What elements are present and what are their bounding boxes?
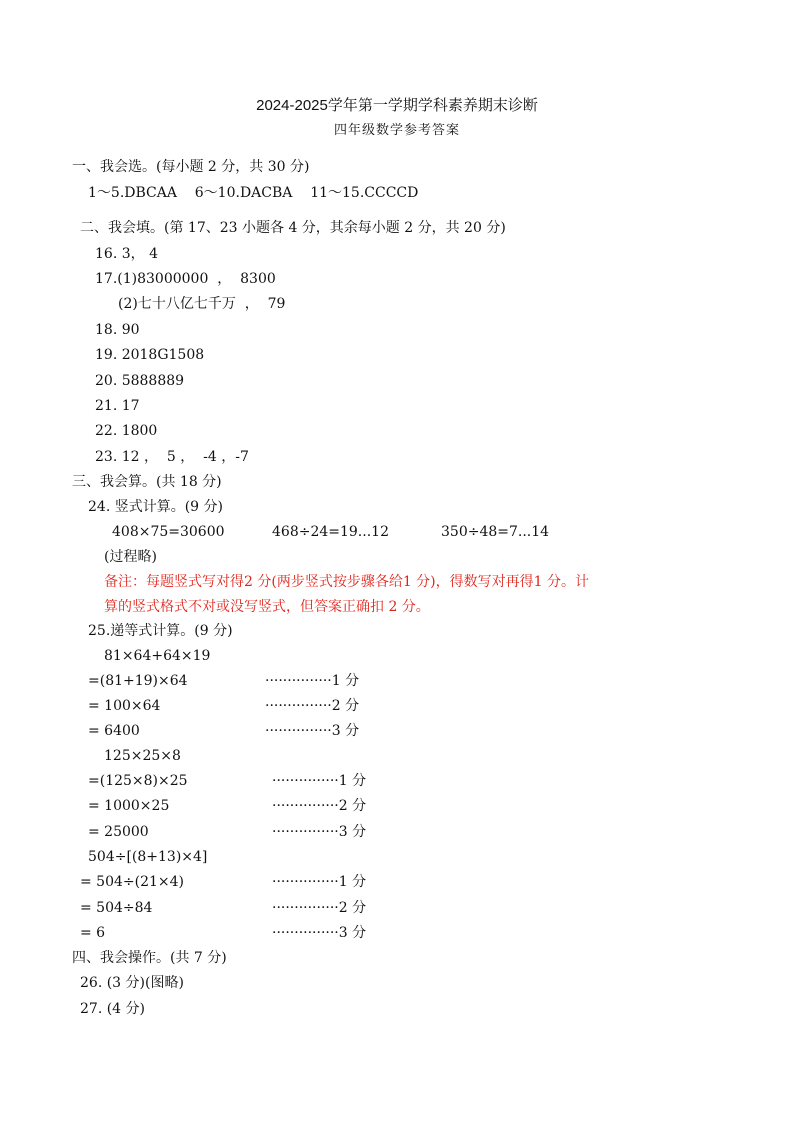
- q27-answer: 27. (4 分): [80, 1001, 145, 1017]
- q25-heading: 25.递等式计算。(9 分): [88, 623, 233, 639]
- p1-score-3: ···············3 分: [265, 723, 360, 739]
- q17-answer-b: (2)七十八亿七千万 ， 79: [118, 296, 286, 312]
- p1-step-3: = 6400: [88, 723, 140, 739]
- page-subtitle: 四年级数学参考答案: [333, 123, 460, 138]
- p1-step-2: = 100×64: [88, 698, 161, 714]
- q19-answer: 19. 2018G1508: [95, 347, 205, 363]
- section1-heading: 一、我会选。(每小题 2 分，共 30 分): [72, 159, 310, 175]
- p1-step-1: =(81+19)×64: [88, 673, 188, 689]
- p2-step-3: = 25000: [88, 824, 149, 840]
- p2-expression: 125×25×8: [104, 748, 181, 764]
- page-title: 2024-2025学年第一学期学科素养期末诊断: [256, 97, 538, 114]
- q22-answer: 22. 1800: [95, 423, 158, 439]
- p2-score-3: ···············3 分: [272, 824, 367, 840]
- q24-equation-3: 350÷48=7...14: [441, 524, 550, 540]
- p1-score-1: ···············1 分: [265, 673, 360, 689]
- p1-expression: 81×64+64×19: [104, 648, 211, 664]
- q23-answer: 23. 12 ， 5 ， -4 ，-7: [95, 449, 249, 465]
- p2-step-1: =(125×8)×25: [88, 773, 188, 789]
- q16-answer: 16. 3， 4: [95, 246, 158, 262]
- q24-heading: 24. 竖式计算。(9 分): [88, 499, 223, 515]
- p3-step-2: = 504÷84: [80, 900, 153, 916]
- q24-process-note: (过程略): [104, 549, 157, 565]
- p2-score-2: ···············2 分: [272, 798, 367, 814]
- q24-equation-2: 468÷24=19...12: [272, 524, 389, 540]
- section2-heading: 二、我会填。(第 17、23 小题各 4 分，其余每小题 2 分，共 20 分): [80, 220, 506, 236]
- section3-heading: 三、我会算。(共 18 分): [72, 474, 222, 490]
- p3-score-2: ···············2 分: [272, 900, 367, 916]
- q24-equation-1: 408×75=30600: [112, 524, 225, 540]
- p1-score-2: ···············2 分: [265, 698, 360, 714]
- section1-answers: 1～5.DBCAA 6～10.DACBA 11～15.CCCCD: [88, 185, 419, 201]
- p3-score-3: ···············3 分: [272, 925, 367, 941]
- p3-step-3: = 6: [80, 925, 106, 941]
- q17-answer-a: 17.(1)83000000 ， 8300: [95, 271, 276, 287]
- p2-step-2: = 1000×25: [88, 798, 170, 814]
- p3-step-1: = 504÷(21×4): [80, 874, 185, 890]
- q18-answer: 18. 90: [95, 322, 140, 338]
- q26-answer: 26. (3 分)(图略): [80, 975, 184, 991]
- q20-answer: 20. 5888889: [95, 373, 185, 389]
- section4-heading: 四、我会操作。(共 7 分): [72, 950, 227, 966]
- p3-score-1: ···············1 分: [272, 874, 367, 890]
- remark-line-1: 备注：每题竖式写对得2 分(两步竖式按步骤各给1 分)，得数写对再得1 分。计: [104, 574, 589, 590]
- remark-line-2: 算的竖式格式不对或没写竖式，但答案正确扣 2 分。: [104, 599, 430, 615]
- p2-score-1: ···············1 分: [272, 773, 367, 789]
- q21-answer: 21. 17: [95, 398, 140, 414]
- p3-expression: 504÷[(8+13)×4]: [88, 849, 208, 865]
